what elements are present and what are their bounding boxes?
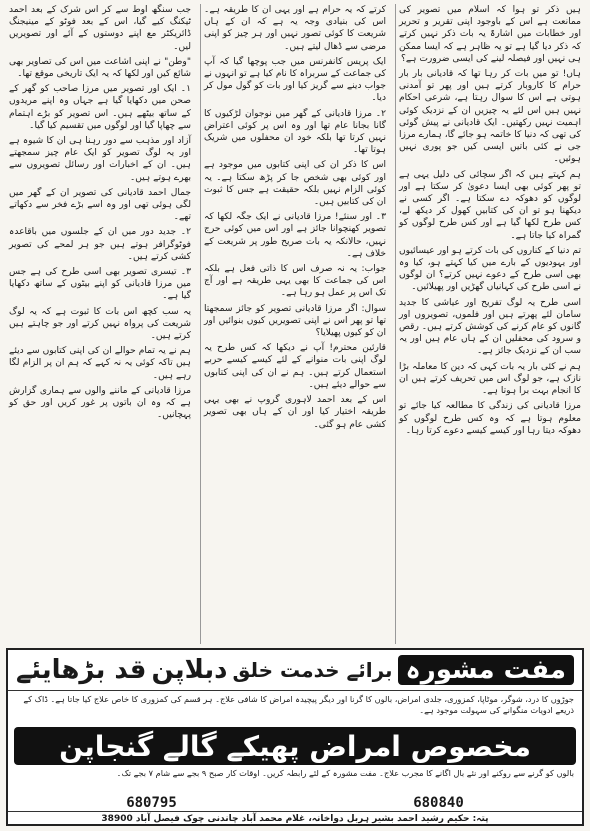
column-middle [200, 4, 389, 644]
article-paragraph: تم دنیا کے کناروں کی بات کرتے ہو اور عیسائیوں اور یہودیوں کے بارے میں کیا کہتے ہو، کیا وہ بھی اسی طرح کے دعوے نہیں کرتے؟ ان لوگوں نے اسی طرح کی کہانیاں گھڑیں اور پھیلائیں۔ [399, 245, 581, 293]
advert-details: جوڑوں کا درد، شوگر، موٹاپا، کمزوری، جلدی امراض، بالوں کا گرنا اور دیگر پیچیدہ امراض کا شافی علاج۔ ہر قسم کی کمزوری کا خاص علاج کیا جاتا ہے۔ ڈاک کے ذریعے ادویات منگوانے کی سہولت موجود ہے۔ [23, 694, 574, 715]
article-paragraph: مرزا قادیانی کے ماننے والوں سے ہماری گزارش ہے کہ وہ ان باتوں پر غور کریں اور حق کو پہچانیں۔ [9, 385, 191, 421]
article-paragraph: ۳۔ اور سنئے! مرزا قادیانی نے ایک جگہ لکھا کہ تصویر کھنچوانا جائز ہے اور اس میں کوئی حرج نہیں، حالانکہ یہ بات صریح طور پر شریعت کے خلاف ہے۔ [204, 212, 386, 259]
article-paragraph: جواب: یہ نہ صرف اس کا ذاتی فعل ہے بلکہ اس کی جماعت کا بھی یہی طریقہ ہے اور آج تک اس پر عمل ہو رہا ہے۔ [204, 264, 386, 299]
article-paragraph: جمال احمد قادیانی کی تصویر ان کے گھر میں لگی ہوئی تھی اور وہ اسے بڑے فخر سے دکھاتے تھے۔ [9, 187, 191, 223]
advert-banner: مخصوص امراض پھیکے گالے گنجاپن [14, 727, 576, 765]
advert-bottom-note: بالوں کو گرنے سے روکنے اور نئے بال اگانے کا مجرب علاج۔ مفت مشورہ کے لئے رابطہ کریں۔ اوقات کار صبح ۹ بجے سے شام ۷ بجے تک۔ [116, 768, 574, 778]
advert-title-thinness: دبلاپن [151, 655, 228, 685]
advert-phones [8, 795, 582, 811]
article-paragraph: جب سنگھ اوط سے کر اس شرک کے بعد احمد ٹیکنگ کیے گیا، اس کے بعد فوٹو کے مینیجنگ ڈائریکٹر مع اپنے دوستوں کے آئے اور تصویریں لیں۔ [9, 5, 191, 52]
article-paragraph: ۲۔ جدید دور میں ان کے جلسوں میں باقاعدہ فوٹوگرافر ہوتے ہیں جو ہر لمحے کی تصویر کشی کرتے ہیں۔ [9, 227, 191, 262]
article-paragraph: ۲۔ مرزا قادیانی کے گھر میں نوجوان لڑکیوں کا گانا بجانا عام تھا اور وہ اس پر کوئی اعتراض نہیں کرتا تھا بلکہ خود ان محفلوں میں شریک ہوتا تھا۔ [204, 108, 386, 156]
article-paragraph: مرزا قادیانی کی زندگی کا مطالعہ کیا جائے تو معلوم ہوتا ہے کہ وہ کس طرح لوگوں کو دھوکہ دیتا رہا اور کیسے کیسے دعوے کرتا رہا۔ [399, 401, 581, 436]
article-paragraph: ہم نے یہ تمام حوالے ان کی اپنی کتابوں سے دیئے ہیں تاکہ کوئی یہ نہ کہے کہ ہم ان پر الزام لگا رہے ہیں۔ [9, 346, 191, 381]
article-paragraph: ۳۔ تیسری تصویر بھی اسی طرح کی ہے جس میں مرزا قادیانی کو اپنے بیٹوں کے ساتھ دکھایا گیا ہے۔ [9, 267, 191, 302]
advert-service-line: برائے خدمت خلق [232, 658, 393, 682]
advert-phone-2: 680840 [413, 795, 464, 811]
column-right [395, 4, 584, 644]
article-paragraph: کرتے کہ یہ حرام ہے اور یہی ان کا طریقہ ہے۔ اس کی بنیادی وجہ یہ ہے کہ ان کے ہاں شریعت کا کوئی تصور نہیں اور ہر چیز کو اپنی مرضی سے ڈھال لیتے ہیں۔ [204, 5, 386, 52]
article-paragraph: ۱۔ ایک اور تصویر میں مرزا صاحب کو گھر کے صحن میں دکھایا گیا ہے جہاں وہ اپنے مریدوں کے ساتھ بیٹھے ہیں۔ اس تصویر کو بڑے اہتمام سے چھاپا گیا اور لوگوں میں تقسیم کیا گیا۔ [9, 84, 191, 131]
article-paragraph: اس کے بعد احمد لاہوری گروپ نے بھی یہی طریقہ اختیار کیا اور ان کے ہاں بھی تصویر کشی عام ہو گئی۔ [204, 395, 386, 430]
advert-title-height: قد بڑھایئے [16, 655, 147, 685]
article-paragraph: ہم کہتے ہیں کہ اگر سچائی کی دلیل یہی ہے تو پھر کوئی بھی ایسا دعویٰ کر سکتا ہے اور لوگوں کو دھوکہ دے سکتا ہے۔ اگر کسی نے دیکھنا ہو تو ان کی کتابیں کھول کر دیکھ لے، کس طرح لکھا گیا ہے اور کس طرح لوگوں کو گمراہ کیا جاتا ہے۔ [399, 169, 581, 241]
advert-address: پتہ: حکیم رشید احمد بشیر ہربل دواخانہ، غلام محمد آباد چاندنی چوک فیصل آباد 38900 [8, 811, 582, 826]
article-paragraph: "وطن" نے اپنی اشاعت میں اس کی تصاویر بھی شائع کیں اور لکھا کہ یہ ایک تاریخی موقع تھا۔ [9, 56, 191, 80]
advert-header [8, 650, 582, 691]
article-paragraph: اسی طرح یہ لوگ تفریح اور عیاشی کا جدید سامان لئے پھرتے ہیں اور فلموں، تصویروں اور گانوں کو عام کرنے کی کوشش کرتے ہیں۔ رقص و سرود کی محفلیں ان کے ہاں عام ہیں اور یہ سب ان کے نزدیک جائز ہے۔ [399, 297, 581, 357]
article-paragraph: ہم نے کئی بار یہ بات کہی کہ دین کا معاملہ بڑا نازک ہے، جو لوگ اس میں تحریف کرتے ہیں ان کا انجام بہت برا ہوتا ہے۔ [399, 361, 581, 397]
article-paragraph: آزاد اور مذہب سے دور رہنا ہی ان کا شیوہ ہے اور یہ لوگ تصویر کو ایک عام چیز سمجھتے ہیں۔ ان کے اخبارات اور رسائل تصویروں سے بھرے ہوتے ہیں۔ [9, 136, 191, 183]
advert-title-free-consult: مفت مشورہ [398, 655, 574, 685]
article-columns [6, 4, 584, 644]
clinic-advertisement [6, 648, 584, 826]
article-paragraph: ہاں! تو میں بات کر رہا تھا کہ قادیانی بار بار حرام کا کاروبار کرتے ہیں اور پھر تو آمدنی ہوتی ہے اس کا سوال رہتا ہے، شرعی احکام نہیں ہیں اس لئے یہ چیزیں ان کے نزدیک کوئی اہمیت نہیں رکھتیں۔ ایک قادیانی نے پیش گوئی کی تھی کہ دنیا کا خاتمہ ہو جائے گا، ہمارے مرزا جی نے کئی باتیں ایسی کیں جو پوری نہیں ہوئیں۔ [399, 69, 581, 165]
article-paragraph: یہ سب کچھ اس بات کا ثبوت ہے کہ یہ لوگ شریعت کی پرواہ نہیں کرتے اور جو چاہتے ہیں کرتے ہیں۔ [9, 306, 191, 342]
article-paragraph: ہیں ذکر تو ہوا کہ اسلام میں تصویر کی ممانعت ہے اس کے باوجود اپنی تقریر و تحریر اور خطابات میں اشارۃً یہ بات ذکر نہیں کرتے کہ ذکر دیا گیا ہے تو یہ ظاہر ہے کہ ایسا ممکن ہی نہیں اور فیصلہ لینے کی ایسی ضرورت ہے؟ [399, 5, 581, 64]
column-left [6, 4, 194, 644]
article-paragraph: سوال: اگر مرزا قادیانی تصویر کو جائز سمجھتا تھا تو پھر اس نے اپنی تصویریں کیوں بنوائیں اور ان کو کیوں پھیلایا؟ [204, 303, 386, 339]
article-paragraph: اس کا ذکر ان کی اپنی کتابوں میں موجود ہے اور کوئی بھی شخص جا کر پڑھ سکتا ہے۔ یہ کوئی الزام نہیں بلکہ حقیقت ہے جس کا ثبوت ان کی کتابیں ہیں۔ [204, 160, 386, 208]
article-paragraph: ایک پریس کانفرنس میں جب پوچھا گیا کہ آپ کی جماعت کے سربراہ کا نام کیا ہے تو انہوں نے جواب دینے سے گریز کیا اور بات کو گول مول کر دیا۔ [204, 56, 386, 104]
advert-phone-1: 680795 [126, 795, 177, 811]
article-paragraph: قارئین محترم! آپ نے دیکھا کہ کس طرح یہ لوگ اپنی بات منوانے کے لئے کیسے کیسے حربے استعمال کرتے ہیں۔ ہم نے ان کی اپنی کتابوں سے حوالے دیئے ہیں۔ [204, 343, 386, 390]
